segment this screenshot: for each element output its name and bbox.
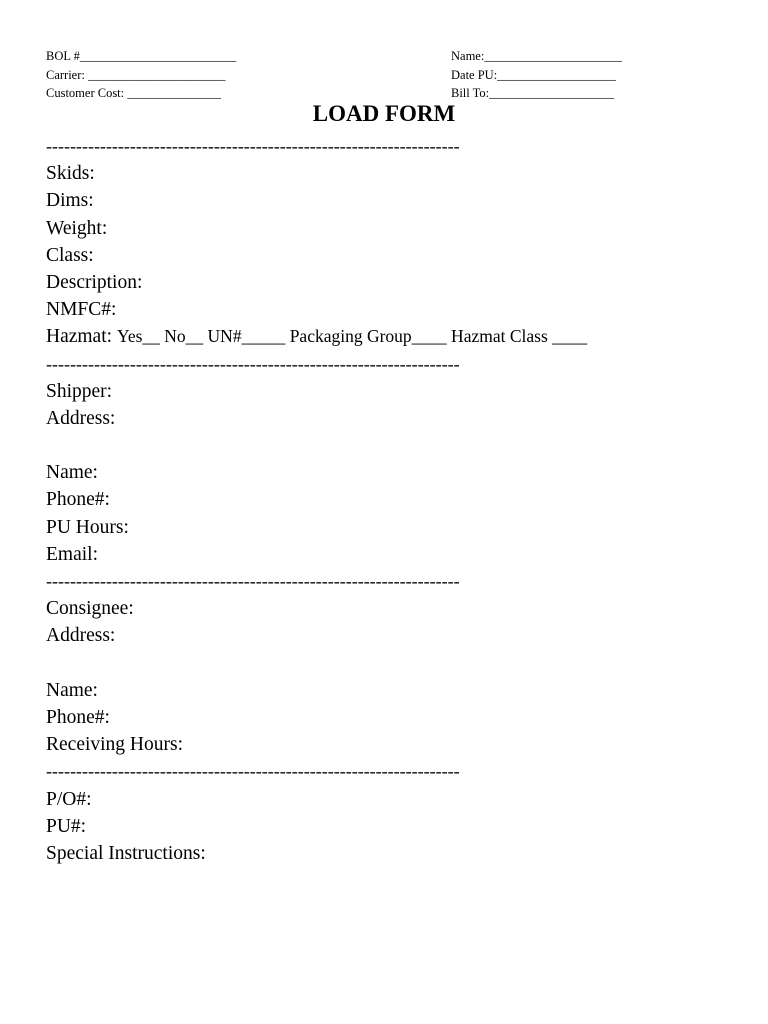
shipper-label: Shipper: [46,380,113,402]
shipper-phone-label: Phone#: [46,489,110,511]
consignee-address-label: Address: [46,625,116,647]
consignee-name-label: Name: [46,679,98,701]
bill-to-field[interactable]: Bill To:____________________ [451,86,615,100]
po-label: P/O#: [46,788,92,810]
section-divider: --------------------------------------------------------------------- [46,353,460,374]
form-body [46,133,746,867]
header-left-fields [46,48,236,104]
receiving-hours-label: Receiving Hours: [46,734,184,756]
form-title [0,101,768,127]
consignee-phone-label: Phone#: [46,706,110,728]
section-divider: --------------------------------------------------------------------- [46,761,460,782]
weight-label: Weight: [46,217,108,239]
hazmat-options[interactable]: Yes__ No__ UN#_____ Packaging Group____ Hazmat Class ____ [116,326,588,347]
bol-field[interactable]: BOL #_________________________ [46,49,237,63]
nmfc-label: NMFC#: [46,299,117,321]
customer-cost-field[interactable]: Customer Cost: _______________ [46,86,222,100]
shipper-address-label: Address: [46,407,116,429]
name-field[interactable]: Name:______________________ [451,49,622,63]
pu-hours-label: PU Hours: [46,516,129,538]
hazmat-row [46,323,746,350]
hazmat-label: Hazmat: [46,326,117,348]
form-title-text: LOAD FORM [312,101,456,126]
carrier-field[interactable]: Carrier: ______________________ [46,67,226,82]
blank-line [46,650,746,677]
shipper-name-label: Name: [46,462,98,484]
pu-number-label: PU#: [46,815,87,837]
description-label: Description: [46,271,143,293]
special-instructions-label: Special Instructions: [46,842,206,864]
date-pu-field[interactable]: Date PU:___________________ [451,67,616,82]
class-label: Class: [46,244,94,266]
skids-label: Skids: [46,163,95,185]
section-divider: --------------------------------------------------------------------- [46,571,460,591]
header-right-fields [451,48,622,104]
email-label: Email: [46,543,98,565]
blank-line [46,432,746,459]
consignee-label: Consignee: [46,598,134,620]
section-divider: --------------------------------------------------------------------- [46,136,460,156]
dims-label: Dims: [46,190,94,212]
